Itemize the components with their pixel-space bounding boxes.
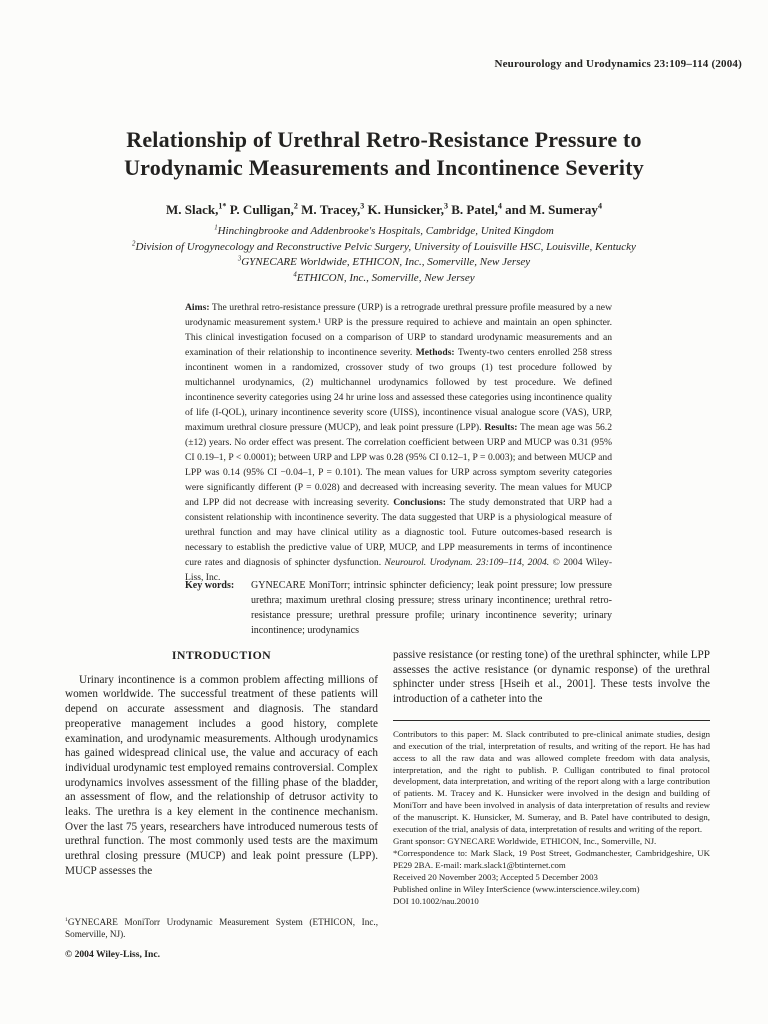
- abstract-text: The study demonstrated that URP had a consistent relationship with incontinence severity. The data suggested that URP is a physiological measure of urethral function and may have clinical utility as a diagnostic tool. Future outcomes-based research is necessary to establish the predictive value of URP, MUCP, and LPP measurements in terms of incontinence cure rates and diagnosis of sphincter dysfunction.: [185, 497, 613, 568]
- affiliation-line: $^1$Hinchingbrooke and Addenbrooke's Hospitals, Cambridge, United Kingdom: [214, 224, 554, 237]
- device-footnote: $^1$GYNECARE MoniTorr Urodynamic Measurement System (ETHICON, Inc., Somerville, NJ).: [65, 916, 378, 939]
- author-name: and M. Sumeray$^4$: [501, 201, 602, 217]
- left-paragraph: Urinary incontinence is a common problem affecting millions of women worldwide. The successful treatment of these patients will depend on accurate assessment and diagnosis. The standard preoperative management includes a good history, complete examination, and urodynamic measurements. Although urodynamics has gained widespread clinical use, the value and accuracy of each individual urodynamic test employed remains controversial. Complex urodynamics involves assessment of the filling phase of the bladder, an assessment of flow, and the relationship of detrusor activity to leaks. The urethra is a key element in the continence mechanism. Over the last 75 years, researchers have introduced numerous tests of urethral function. The most commonly used tests are the maximum urethral closing pressure (MUCP) and leak point pressure (LPP). MUCP assesses the: [65, 673, 378, 877]
- published-online-footnote: Published online in Wiley InterScience (www.interscience.wiley.com): [393, 883, 640, 894]
- abstract-citation: Neurourol. Urodynam. 23:109–114, 2004.: [384, 557, 550, 568]
- affiliation-line: $^2$Division of Urogynecology and Reconstructive Pelvic Surgery, University of Louisville HSC, Louisville, Kentucky: [132, 239, 636, 253]
- author-name: M. Tracey,$^3$: [297, 201, 365, 217]
- right-column: [393, 648, 710, 907]
- right-paragraph: passive resistance (or resting tone) of the urethral sphincter, while LPP assesses the active resistance (or dynamic response) of the urethral sphincter under stress [Hseih et al., 2001]. These tests involve the introduction of a catheter into the: [393, 649, 710, 706]
- author-name: B. Patel,$^4$: [448, 201, 502, 217]
- abstract-text: Twenty-two centers enrolled 258 stress incontinent women in a randomized, crossover study of two groups (1) test procedure followed by multichannel urodynamics, (2) multichannel urodynamics followed by test procedure. We defined incontinence severity categories using 24 hr urine loss and assessed these categories using incontinence quality of life (I-QOL), urinary incontinence severity score (UISS), incontinence visual analogue score (VAS), URP, maximum urethral closure pressure (MUCP), and leak point pressure (LPP).: [185, 347, 612, 433]
- intro-heading: INTRODUCTION: [171, 648, 272, 662]
- correspondence-footnote: *Correspondence to: Mark Slack, 19 Post Street, Godmanchester, Cambridgeshire, UK PE29 2BA. E-mail: mark.slack1@btinternet.com: [393, 847, 710, 870]
- abstract-copyright: © 2004 Wiley-Liss, Inc.: [185, 557, 613, 583]
- doi-footnote: DOI 10.1002/nau.20010: [393, 895, 479, 906]
- received-accepted-footnote: Received 20 November 2003; Accepted 5 December 2003: [393, 871, 598, 882]
- abstract: [185, 300, 612, 585]
- keywords-block: [185, 578, 612, 638]
- copyright-line: © 2004 Wiley-Liss, Inc.: [65, 949, 161, 960]
- keywords-label: Key words:: [185, 580, 235, 591]
- paper-title: [60, 126, 708, 182]
- title-line-1: Relationship of Urethral Retro-Resistance Pressure to: [126, 127, 642, 152]
- author-name: M. Slack,$^{1*}$: [166, 201, 227, 217]
- abstract-section-label: Conclusions:: [393, 497, 446, 508]
- affiliation-line: $^3$GYNECARE Worldwide, ETHICON, Inc., Somerville, New Jersey: [237, 255, 531, 268]
- grant-sponsor-footnote: Grant sponsor: GYNECARE Worldwide, ETHICON, Inc., Somerville, NJ.: [393, 835, 657, 846]
- affiliations: [30, 224, 738, 286]
- author-name: P. Culligan,$^2$: [226, 201, 298, 217]
- affiliation-line: $^4$ETHICON, Inc., Somerville, New Jersey: [293, 270, 475, 284]
- left-footnote: [65, 916, 378, 961]
- journal-header: Neurourology and Urodynamics 23:109–114 (2004): [494, 58, 742, 70]
- abstract-section-label: Aims:: [185, 302, 210, 313]
- abstract-section-label: Results:: [484, 422, 518, 433]
- left-column: [65, 648, 378, 879]
- author-name: K. Hunsicker,$^3$: [364, 201, 449, 217]
- abstract-section-label: Methods:: [415, 347, 455, 358]
- keywords-text: GYNECARE MoniTorr; intrinsic sphincter deficiency; leak point pressure; low pressure urethra; maximum urethral closing pressure; stress urinary incontinence; urethral retro-resistance pressure; urethral pressure profile; urinary incontinence severity; urinary incontinence; urodynamics: [251, 580, 612, 636]
- footnote-divider: [393, 720, 710, 721]
- contributors-footnote: Contributors to this paper: M. Slack contributed to pre-clinical animate studies, design and execution of the trial, interpretation of results, and writing of the report. He has had access to all the raw data and was allowed complete freedom with data analysis, interpretation, and the right to publish. P. Culligan contributed to final protocol development, data interpretation, and writing of the report along with a large contribution of patients. M. Tracey and K. Hunsicker were involved in the design and building of MoniTorr and have been involved in analysis of data interpretation of results and review of the manuscript. K. Hunsicker, M. Sumeray, and B. Patel have contributed to design, execution of the trial, analysis of data, interpretation of results and writing of the report.: [393, 728, 710, 835]
- title-line-2: Urodynamic Measurements and Incontinence Severity: [124, 155, 644, 180]
- authors-line: [40, 202, 728, 218]
- abstract-text: The mean age was 56.2 (±12) years. No order effect was present. The correlation coefficient between URP and MUCP was 0.31 (95% CI 0.19–1, P < 0.0001); between URP and LPP was 0.28 (95% CI 0.12–1, P = 0.003); and between MUCP and LPP was 0.14 (95% CI −0.04–1, P = 0.101). The mean values for URP across symptom severity categories were significantly different (P = 0.028) and decreased with increasing severity. The mean values for MUCP and LPP did not decrease with increasing severity.: [185, 422, 612, 508]
- abstract-text: The urethral retro-resistance pressure (URP) is a retrograde urethral pressure profile measured by a new urodynamic measurement system.¹ URP is the pressure required to achieve and maintain an open sphincter. This clinical investigation focused on a comparison of URP to standard urodynamic measurements and an examination of their relationship to incontinence severity.: [185, 302, 612, 358]
